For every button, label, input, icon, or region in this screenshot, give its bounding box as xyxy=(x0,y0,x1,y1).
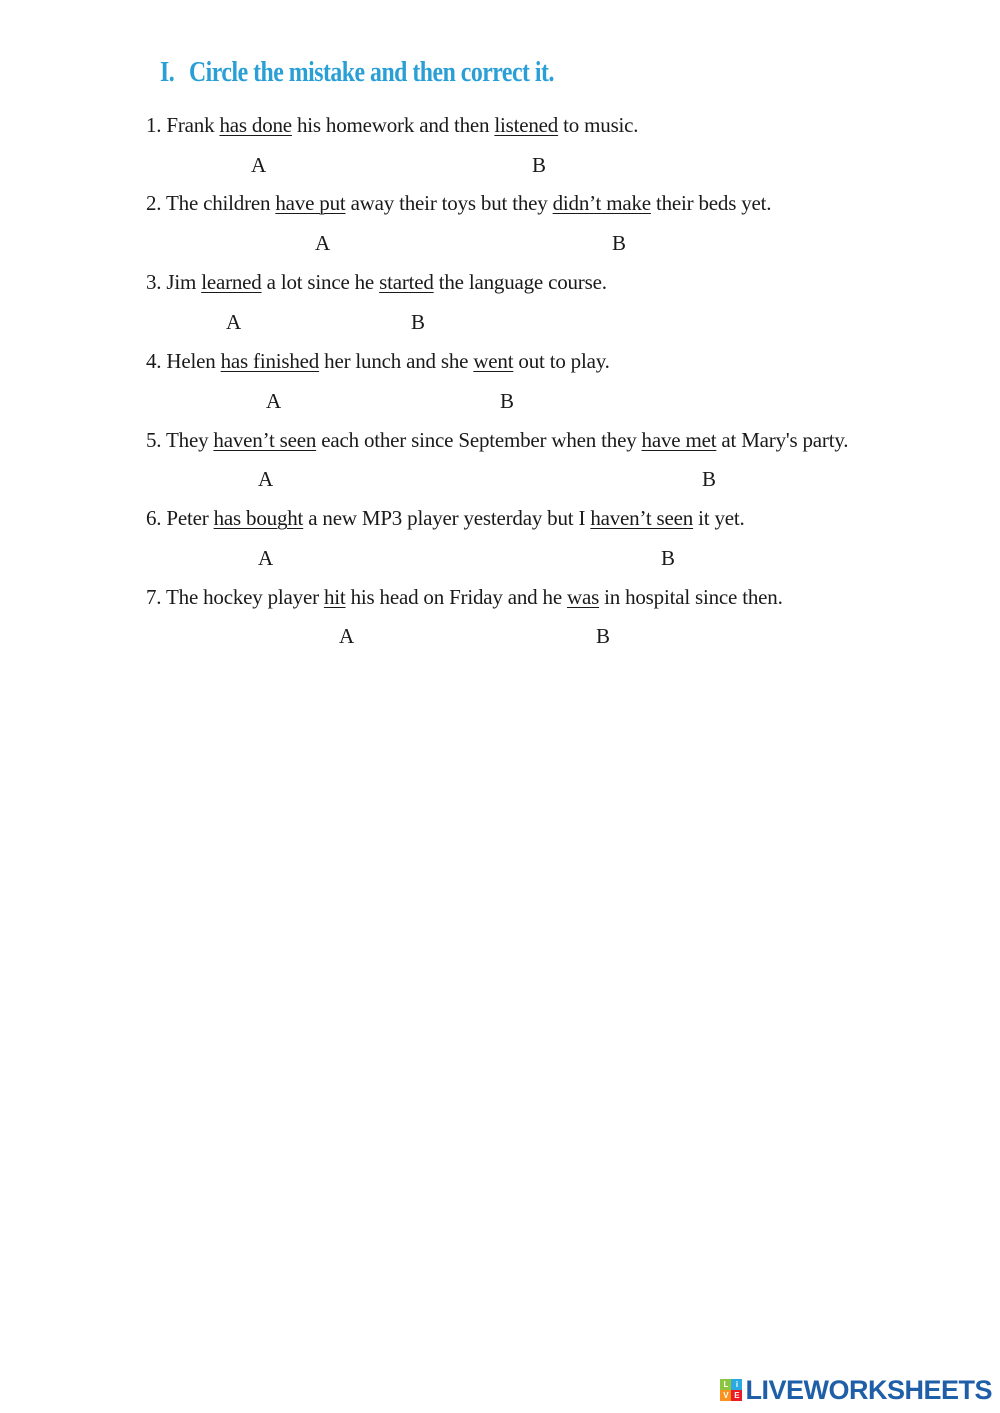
question-4-option-a: has finished xyxy=(220,349,320,373)
question-7-option-b: was xyxy=(566,585,600,609)
logo-icon-tile: i xyxy=(731,1379,742,1390)
question-1-label-a: A xyxy=(251,153,267,177)
question-3-sentence: 3. Jim learned a lot since he started the language course. xyxy=(146,270,607,294)
question-5-label-a: A xyxy=(258,467,274,491)
question-2-label-b: B xyxy=(612,231,627,255)
question-6-sentence: 6. Peter has bought a new MP3 player yesterday but I haven’t seen it yet. xyxy=(146,506,745,530)
question-6-label-a: A xyxy=(258,546,274,570)
question-3-label-a: A xyxy=(226,310,242,334)
liveworksheets-logo-icon xyxy=(720,1379,742,1401)
question-1-label-b: B xyxy=(532,153,547,177)
question-1-option-a: has done xyxy=(219,113,292,137)
title-number: I. xyxy=(160,56,175,88)
question-2-label-a: A xyxy=(315,231,331,255)
logo-icon-tile: E xyxy=(731,1390,742,1401)
liveworksheets-logo[interactable] xyxy=(720,1373,992,1407)
question-2-option-b: didn’t make xyxy=(552,191,651,215)
question-7-label-b: B xyxy=(596,624,611,648)
title-text: Circle the mistake and then correct it. xyxy=(188,56,554,88)
question-6-label-b: B xyxy=(661,546,676,570)
question-6-option-b: haven’t seen xyxy=(590,506,694,530)
question-4-label-b: B xyxy=(500,389,515,413)
worksheet-title xyxy=(160,56,554,89)
question-3-label-b: B xyxy=(411,310,426,334)
question-4-sentence: 4. Helen has finished her lunch and she went out to play. xyxy=(146,349,610,373)
question-7-sentence: 7. The hockey player hit his head on Friday and he was in hospital since then. xyxy=(146,585,783,609)
question-1-option-b: listened xyxy=(494,113,559,137)
question-7-option-a: hit xyxy=(323,585,346,609)
question-3-option-a: learned xyxy=(201,270,262,294)
question-5-sentence: 5. They haven’t seen each other since September when they have met at Mary's party. xyxy=(146,428,849,452)
question-4-option-b: went xyxy=(473,349,514,373)
logo-icon-tile: V xyxy=(720,1390,731,1401)
question-5-option-a: haven’t seen xyxy=(213,428,317,452)
question-2-option-a: have put xyxy=(275,191,346,215)
liveworksheets-logo-text: LIVEWORKSHEETS xyxy=(745,1374,992,1405)
question-6-option-a: has bought xyxy=(213,506,304,530)
question-2-sentence: 2. The children have put away their toys but they didn’t make their beds yet. xyxy=(146,191,772,215)
question-7-label-a: A xyxy=(339,624,355,648)
question-4-label-a: A xyxy=(266,389,282,413)
question-1-sentence: 1. Frank has done his homework and then listened to music. xyxy=(146,113,639,137)
question-3-option-b: started xyxy=(379,270,434,294)
question-5-option-b: have met xyxy=(641,428,717,452)
logo-icon-tile: L xyxy=(720,1379,731,1390)
question-5-label-b: B xyxy=(702,467,717,491)
